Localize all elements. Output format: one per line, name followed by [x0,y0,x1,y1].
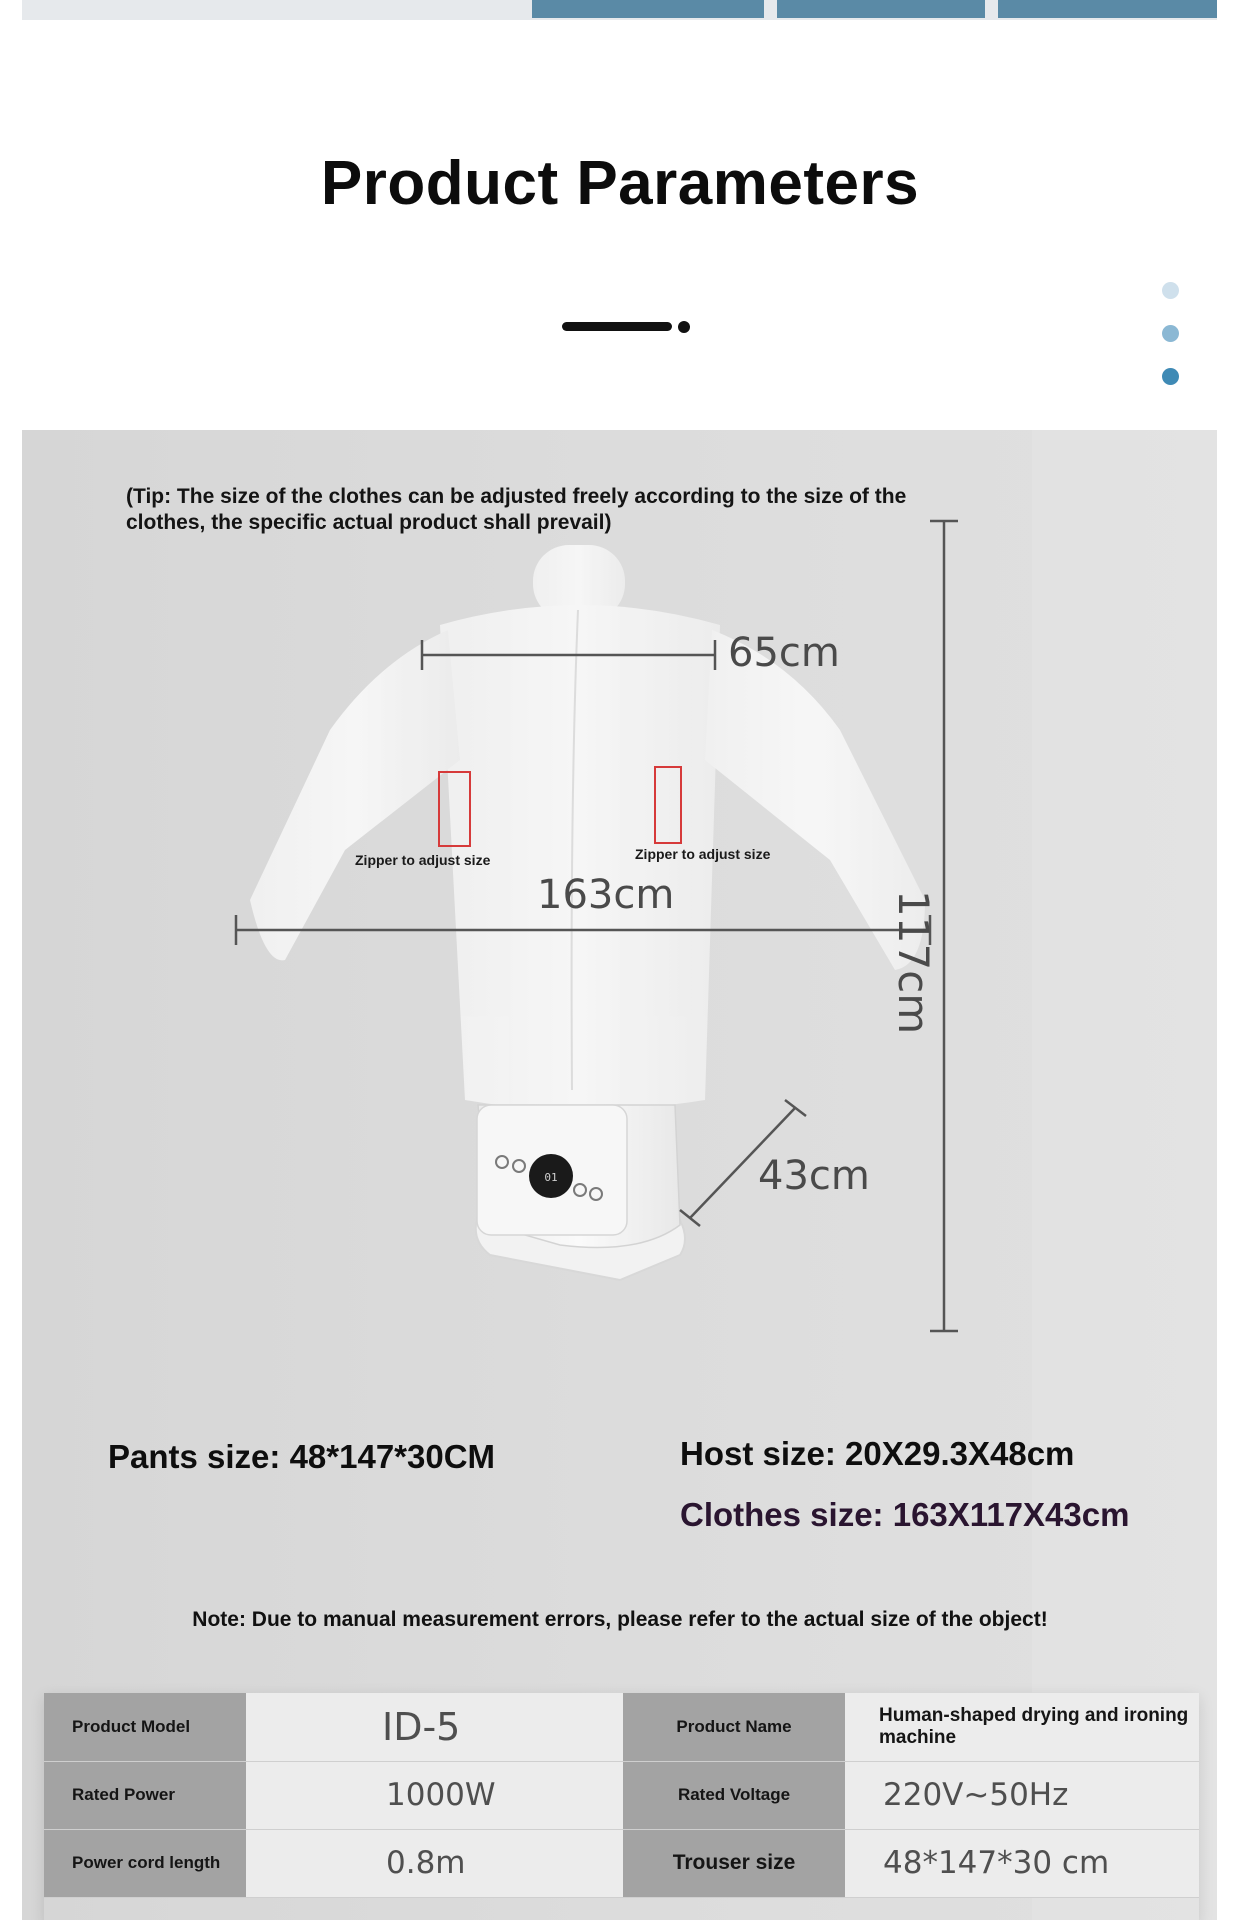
spec-value: 0.8m [246,1829,623,1897]
spec-table [44,1693,1199,1898]
spec-key: Rated Power [44,1761,246,1829]
spec-value: 48*147*30 cm [845,1829,1199,1897]
spec-key: Rated Voltage [623,1761,845,1829]
host-base [476,1105,685,1280]
pants-size: Pants size: 48*147*30CM [108,1438,496,1475]
depth-label: 43cm [758,1153,870,1199]
zipper-label-right: Zipper to adjust size [635,846,771,862]
zipper-label-left: Zipper to adjust size [355,852,491,868]
table-row [44,1761,1199,1829]
spec-key: Trouser size [623,1829,845,1897]
clothes-size: Clothes size: 163X117X43cm [680,1496,1130,1533]
arm-span-label: 163cm [537,872,675,918]
measurement-note: Note: Due to manual measurement errors, please refer to the actual size of the object! [192,1608,1048,1631]
table-row [44,1829,1199,1897]
spec-key: Product Model [44,1693,246,1761]
tip-text: (Tip: The size of the clothes can be adjusted freely according to the size of the clothes, the specific actual product shall prevail) [126,485,907,534]
shoulder-width-label: 65cm [728,630,840,676]
display-readout: 01 [544,1171,558,1184]
spec-value: ID-5 [246,1693,623,1761]
page-title: Product Parameters [320,149,920,218]
spec-value: 220V~50Hz [845,1761,1199,1829]
spec-key: Product Name [623,1693,845,1761]
spec-key: Power cord length [44,1829,246,1897]
host-size: Host size: 20X29.3X48cm [680,1435,1075,1472]
spec-value: Human-shaped drying and ironing machine [845,1693,1199,1761]
table-row [44,1693,1199,1761]
spec-value: 1000W [246,1761,623,1829]
height-label: 117cm [889,890,938,1035]
